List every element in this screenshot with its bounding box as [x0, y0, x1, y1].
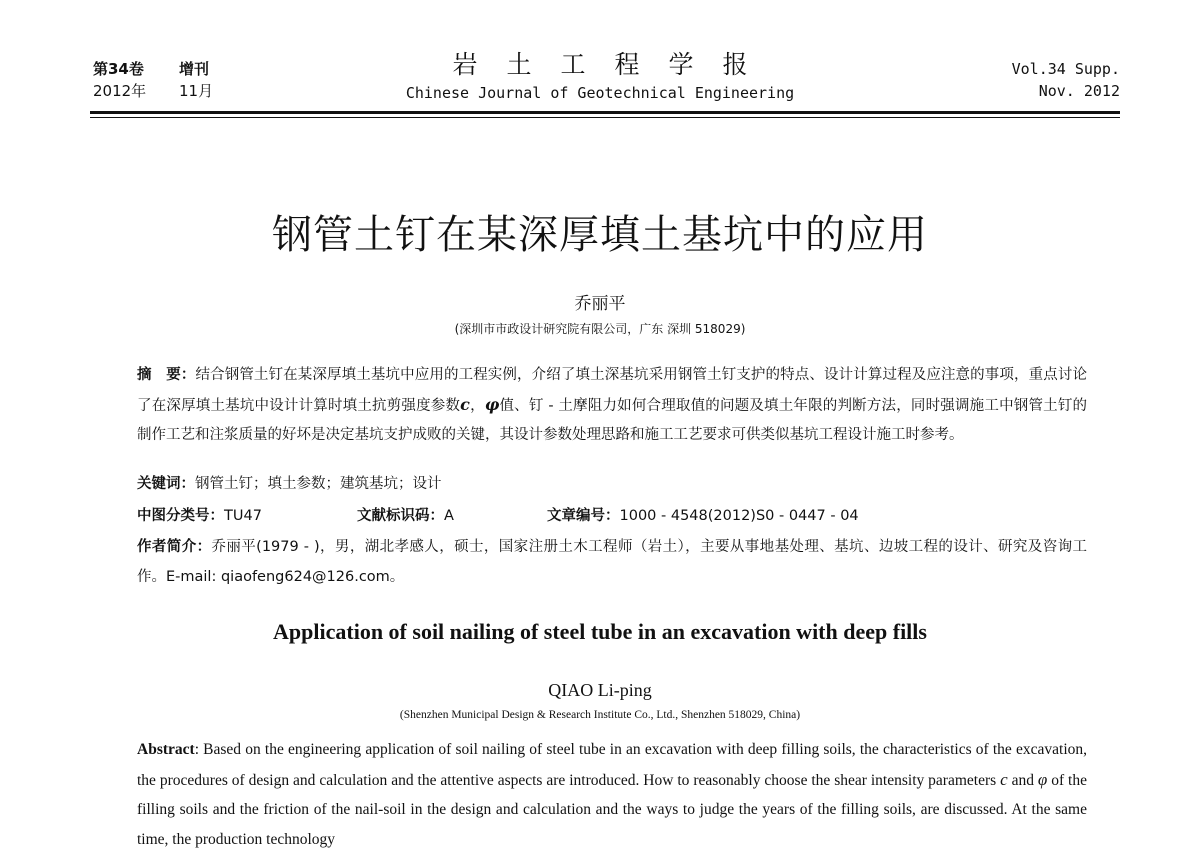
abstract-en-text-1: Based on the engineering application of soil nailing of steel tube in an excavation with deep filling soils, the characteristics of the excavation, the procedures of design and calculation and the attentive aspects are introduced. How to reasonably choose the shear intensity parameters — [137, 741, 1087, 789]
journal-name — [380, 50, 820, 103]
author-cn: 乔丽平 — [574, 294, 626, 314]
month-cn: 11月 — [179, 82, 214, 100]
paper-title-cn: 钢管土钉在某深厚填土基坑中的应用 — [272, 212, 928, 258]
abstract-cn-text-1: 结合钢管土钉在某深厚填土基坑中应用的工程实例，介绍了填土深基坑采用钢管土钉支护的特点、设计计算过程及应注意的事项，重点讨论了在深厚填土基坑中设计计算时填土抗剪强度参数 — [137, 367, 1087, 414]
abstract-en-and: and — [1007, 771, 1038, 789]
doc-code-value: A — [444, 508, 454, 524]
keywords-label: 关键词： — [137, 476, 195, 492]
year-cn: 2012年 — [93, 82, 147, 100]
article-no-value: 1000 - 4548(2012)S0 - 0447 - 04 — [619, 508, 859, 524]
classification-line — [137, 504, 1087, 525]
issue-cn: 增刊 — [179, 60, 210, 78]
symbol-c-en: c — [1000, 769, 1008, 789]
author-bio-cn — [137, 532, 1087, 592]
volume-en: Vol.34 Supp. — [1011, 60, 1120, 78]
abstract-en-colon: : — [194, 741, 204, 758]
date-en: Nov. 2012 — [1038, 82, 1120, 100]
abstract-cn-text-2: 值、钉 - 土摩阻力如何合理取值的问题及填土年限的判断方法，同时强调施工中钢管土钉的制作工艺和注浆质量的好坏是决定基坑支护成败的关键，其设计参数处理思路和施工工艺要求可供类似基坑工程设计施工时参考。 — [137, 398, 1088, 443]
symbol-c: c — [460, 395, 470, 414]
journal-name-en: Chinese Journal of Geotechnical Engineering — [405, 84, 795, 102]
journal-name-cn: 岩土工程学报 — [452, 50, 777, 79]
symbol-phi: φ — [484, 395, 500, 414]
abstract-en-text-2: of the filling soils and the friction of the nail-soil in the design and calculation and the ways to judge the years of the filling soils, are discussed. At the same time, the production technology — [137, 771, 1087, 848]
article-no-label: 文章编号： — [547, 508, 620, 524]
abstract-cn — [137, 361, 1087, 450]
keywords-cn — [137, 472, 442, 493]
abstract-cn-sep: ， — [469, 398, 485, 414]
affiliation-en: (Shenzhen Municipal Design & Research Institute Co., Ltd., Shenzhen 518029, China) — [399, 709, 801, 721]
header-rule-thin — [90, 117, 1120, 118]
abstract-cn-label: 摘 要： — [137, 367, 196, 383]
symbol-phi-en: φ — [1037, 769, 1048, 789]
journal-volume-en — [1012, 58, 1120, 102]
clc-label: 中图分类号： — [137, 508, 224, 524]
volume-cn: 第34卷 — [93, 60, 144, 78]
paper-title-en: Application of soil nailing of steel tube in an excavation with deep fills — [273, 619, 927, 644]
affiliation-cn: (深圳市市政设计研究院有限公司，广东 深圳 518029) — [454, 322, 746, 336]
header-rule-thick — [90, 111, 1120, 114]
keywords-text: 钢管土钉；填土参数；建筑基坑；设计 — [195, 476, 442, 492]
bio-label: 作者简介： — [137, 539, 212, 555]
abstract-en-label: Abstract — [137, 741, 195, 758]
clc-value: TU47 — [224, 508, 262, 524]
journal-issue-info — [93, 58, 213, 102]
doc-code-label: 文献标识码： — [357, 508, 444, 524]
author-en: QIAO Li-ping — [548, 680, 652, 700]
abstract-en — [137, 735, 1087, 854]
bio-text: 乔丽平(1979 - )，男，湖北孝感人，硕士，国家注册土木工程师（岩土），主要从事地基处理、基坑、边坡工程的设计、研究及咨询工作。E-mail: qiaofeng624@126.com。 — [137, 539, 1087, 585]
